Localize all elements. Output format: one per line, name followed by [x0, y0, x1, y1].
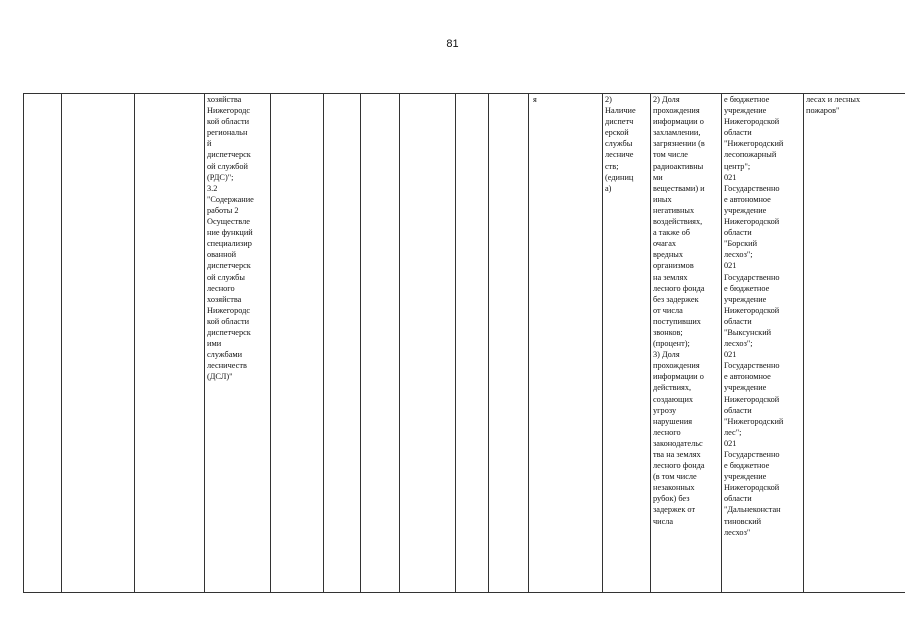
data-table [23, 93, 905, 593]
table-cell: я [529, 94, 603, 593]
table-row [24, 94, 905, 593]
table-cell [271, 94, 324, 593]
table-cell [361, 94, 400, 593]
table-cell [400, 94, 456, 593]
table-cell [135, 94, 205, 593]
table-cell [324, 94, 361, 593]
table-cell: хозяйства Нижегородс кой области региональн й диспетчерск ой службой (РДС)"; 3.2 "Содержание работы 2 Осуществле ние функций специализир ованной диспетчерск ой службы лесного хозяйства Нижегородс кой области диспетчерск ими службами лесничеств (ДСЛ)" [205, 94, 271, 593]
table-cell: 2) Доля прохождения информации о захламлении, загрязнении (в том числе радиоактивны ми веществами) и иных негативных воздействиях, а также об очагах вредных организмов на землях лесного фонда без задержек от числа поступивших звонков; (процент); 3) Доля прохождения информации о действиях, создающих угрозу нарушения лесного законодательс тва на землях лесного фонда (в том числе незаконных рубок) без задержек от числа [651, 94, 722, 593]
table-cell: 2) Наличие диспетч ерской службы лесниче ств; (единиц а) [603, 94, 651, 593]
table-cell: е бюджетное учреждение Нижегородской области "Нижегородский лесопожарный центр"; 021 Государственно е автономное учреждение Нижегородской области "Борский лесхоз"; 021 Государственно е бюджетное учреждение Нижегородской области "Выксунский лесхоз"; 021 Государственно е автономное учреждение Нижегородской области "Нижегородский лес"; 021 Государственно е бюджетное учреждение Нижегородской области "Дальнеконстан тиновский лесхоз" [722, 94, 804, 593]
table-cell [456, 94, 489, 593]
table-cell [24, 94, 62, 593]
table-cell [489, 94, 529, 593]
page-number: 81 [446, 38, 459, 50]
table-cell: лесах и лесных пожаров" [804, 94, 905, 593]
table-cell [62, 94, 135, 593]
